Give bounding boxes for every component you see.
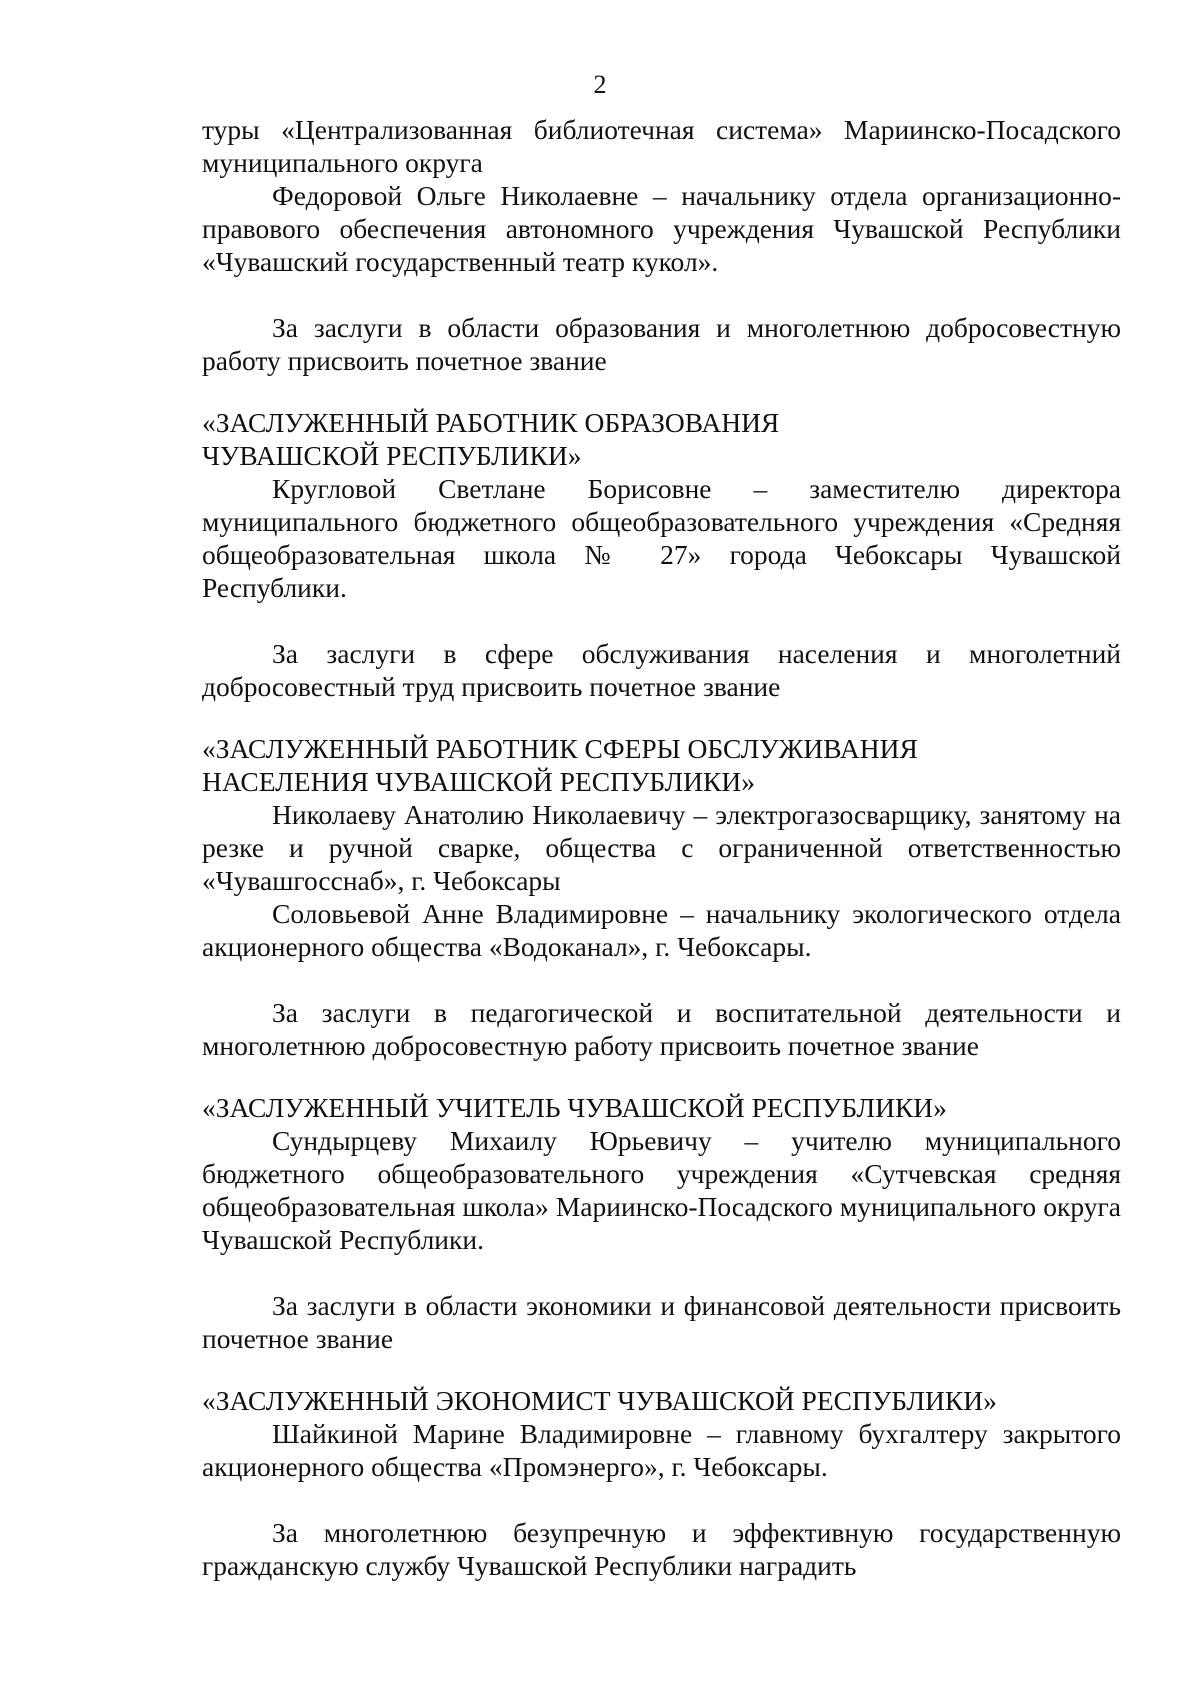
decree-paragraph-civil-service: За многолетнюю безупречную и эффективную государственную гражданскую службу Чувашской Республики наградить bbox=[202, 1517, 1121, 1581]
recipient-teacher: Сундырцеву Михаилу Юрьевичу – учителю муниципального бюджетного общеобразовательного учреждения «Сутчевская средняя общеобразовательная школа» Мариинско-Посадского муниципального округа Чувашской Республики. bbox=[202, 1125, 1121, 1255]
recipient-service-1: Николаеву Анатолию Николаевичу – электрогазосварщику, занятому на резке и ручной сварке, общества с ограниченной ответственностью «Чувашгосснаб», г. Чебоксары bbox=[202, 799, 1121, 896]
page-number: 2 bbox=[593, 70, 607, 99]
title-service-line2: НАСЕЛЕНИЯ ЧУВАШСКОЙ РЕСПУБЛИКИ» bbox=[202, 766, 755, 797]
decree-paragraph-service: За заслуги в сфере обслуживания населения и многолетний добросовестный труд присвоить почетное звание bbox=[202, 638, 1121, 702]
recipient-service-2: Соловьевой Анне Владимировне – начальнику экологического отдела акционерного общества «Водоканал», г. Чебоксары. bbox=[202, 898, 1121, 962]
decree-paragraph-economist: За заслуги в области экономики и финансовой деятельности присвоить почетное звание bbox=[202, 1290, 1121, 1354]
title-education-line2: ЧУВАШСКОЙ РЕСПУБЛИКИ» bbox=[202, 440, 582, 471]
recipient-economist: Шайкиной Марине Владимировне – главному бухгалтеру закрытого акционерного общества «Промэнерго», г. Чебоксары. bbox=[202, 1418, 1121, 1482]
continuation-paragraph: туры «Централизованная библиотечная система» Мариинско-Посадского муниципального округа bbox=[202, 114, 1121, 178]
title-service-line1: «ЗАСЛУЖЕННЫЙ РАБОТНИК СФЕРЫ ОБСЛУЖИВАНИЯ bbox=[202, 733, 918, 764]
document-body bbox=[202, 113, 1121, 1582]
title-teacher: «ЗАСЛУЖЕННЫЙ УЧИТЕЛЬ ЧУВАШСКОЙ РЕСПУБЛИКИ» bbox=[202, 1092, 947, 1123]
decree-paragraph-teacher: За заслуги в педагогической и воспитательной деятельности и многолетнюю добросовестную работу присвоить почетное звание bbox=[202, 997, 1121, 1061]
recipient-education: Кругловой Светлане Борисовне – заместителю директора муниципального бюджетного общеобразовательного учреждения «Средняя общеобразовательная школа № 27» города Чебоксары Чувашской Республики. bbox=[202, 473, 1121, 603]
title-economist: «ЗАСЛУЖЕННЫЙ ЭКОНОМИСТ ЧУВАШСКОЙ РЕСПУБЛИКИ» bbox=[202, 1385, 997, 1416]
award-recipient-paragraph: Федоровой Ольге Николаевне – начальнику отдела организационно-правового обеспечения автономного учреждения Чувашской Республики «Чувашский государственный театр кукол». bbox=[202, 180, 1121, 277]
decree-paragraph-education: За заслуги в области образования и многолетнюю добросовестную работу присвоить почетное звание bbox=[202, 312, 1121, 376]
title-education-line1: «ЗАСЛУЖЕННЫЙ РАБОТНИК ОБРАЗОВАНИЯ bbox=[202, 407, 780, 438]
